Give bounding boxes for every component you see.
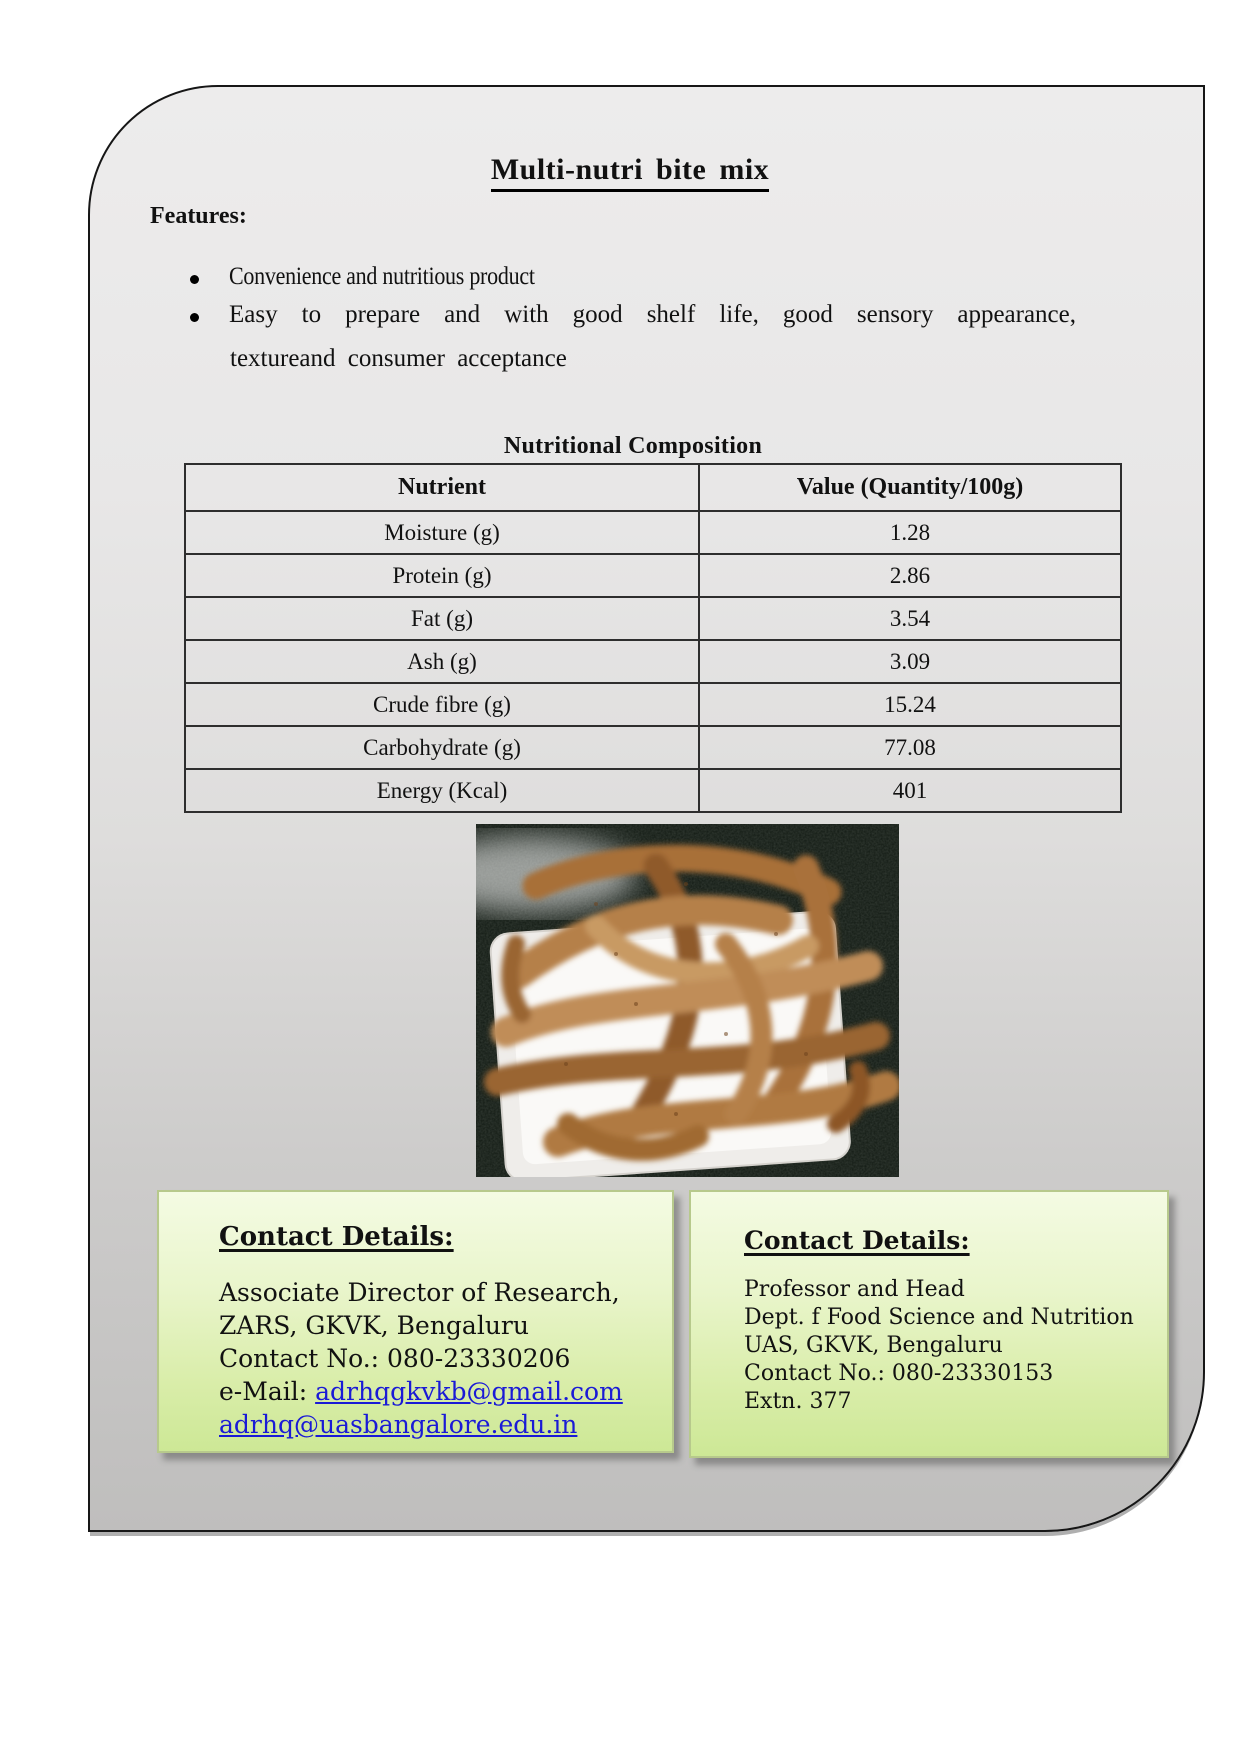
contact-email-line: [219, 1375, 623, 1408]
table-row: [185, 511, 1121, 554]
features-heading: Features:: [150, 203, 247, 229]
table-row: [185, 597, 1121, 640]
value-cell: 401: [699, 769, 1121, 812]
contact-box-left: [157, 1190, 674, 1453]
table-row: [185, 554, 1121, 597]
contact-left-body: [219, 1276, 623, 1441]
page-title: Multi-nutri bite mix: [491, 153, 769, 192]
email-link-gmail[interactable]: adrhqgkvkb@gmail.com: [315, 1377, 623, 1406]
nutrient-cell: Protein (g): [185, 554, 699, 597]
nutrient-cell: Fat (g): [185, 597, 699, 640]
table-header-row: [185, 464, 1121, 511]
feature-bullet-2-text: Easy to prepare and with good shelf life, good sensory appearance,: [229, 301, 1076, 328]
email-link-uas[interactable]: adrhq@uasbangalore.edu.in: [219, 1410, 578, 1439]
table-row: [185, 769, 1121, 812]
contact-line: Contact No.: 080-23330206: [219, 1344, 571, 1373]
value-cell: 1.28: [699, 511, 1121, 554]
contact-line: Dept. f Food Science and Nutrition: [744, 1305, 1134, 1330]
contact-email-line: [219, 1408, 623, 1441]
title-row: [90, 153, 1170, 192]
bullet-icon: [190, 313, 199, 322]
nutrient-cell: Ash (g): [185, 640, 699, 683]
contact-line: Contact No.: 080-23330153: [744, 1361, 1054, 1386]
snack-photo-graphic: [476, 824, 899, 1177]
table-row: [185, 640, 1121, 683]
value-cell: 3.54: [699, 597, 1121, 640]
contact-line: Professor and Head: [744, 1277, 965, 1302]
bullet-icon: [190, 275, 199, 284]
contact-right-body: [744, 1276, 1134, 1416]
feature-bullet-1-text: Convenience and nutritious product: [229, 263, 535, 290]
nutrient-cell: Moisture (g): [185, 511, 699, 554]
contact-box-right: [689, 1190, 1169, 1458]
feature-bullet-1: [190, 263, 576, 291]
contact-line: UAS, GKVK, Bengaluru: [744, 1333, 1003, 1358]
value-cell: 3.09: [699, 640, 1121, 683]
nutrition-table: [184, 463, 1122, 813]
nutrient-column-header: Nutrient: [185, 464, 699, 511]
nutrient-cell: Crude fibre (g): [185, 683, 699, 726]
contact-line: Extn. 377: [744, 1389, 852, 1414]
table-row: [185, 726, 1121, 769]
value-cell: 77.08: [699, 726, 1121, 769]
contact-line: Associate Director of Research,: [219, 1278, 620, 1307]
value-cell: 2.86: [699, 554, 1121, 597]
contact-line: ZARS, GKVK, Bengaluru: [219, 1311, 529, 1340]
product-photo: [476, 824, 899, 1177]
contact-left-heading: Contact Details:: [219, 1222, 454, 1252]
contact-right-heading: Contact Details:: [744, 1226, 970, 1255]
value-column-header: Value (Quantity/100g): [699, 464, 1121, 511]
email-label: e-Mail:: [219, 1377, 316, 1406]
nutrient-cell: Carbohydrate (g): [185, 726, 699, 769]
feature-bullet-2: [190, 301, 1076, 329]
value-cell: 15.24: [699, 683, 1121, 726]
nutrition-table-title: Nutritional Composition: [503, 433, 763, 459]
nutrient-cell: Energy (Kcal): [185, 769, 699, 812]
table-row: [185, 683, 1121, 726]
flyer-rounded-frame: [88, 85, 1205, 1532]
feature-bullet-2-continuation: textureand consumer acceptance: [230, 345, 567, 372]
